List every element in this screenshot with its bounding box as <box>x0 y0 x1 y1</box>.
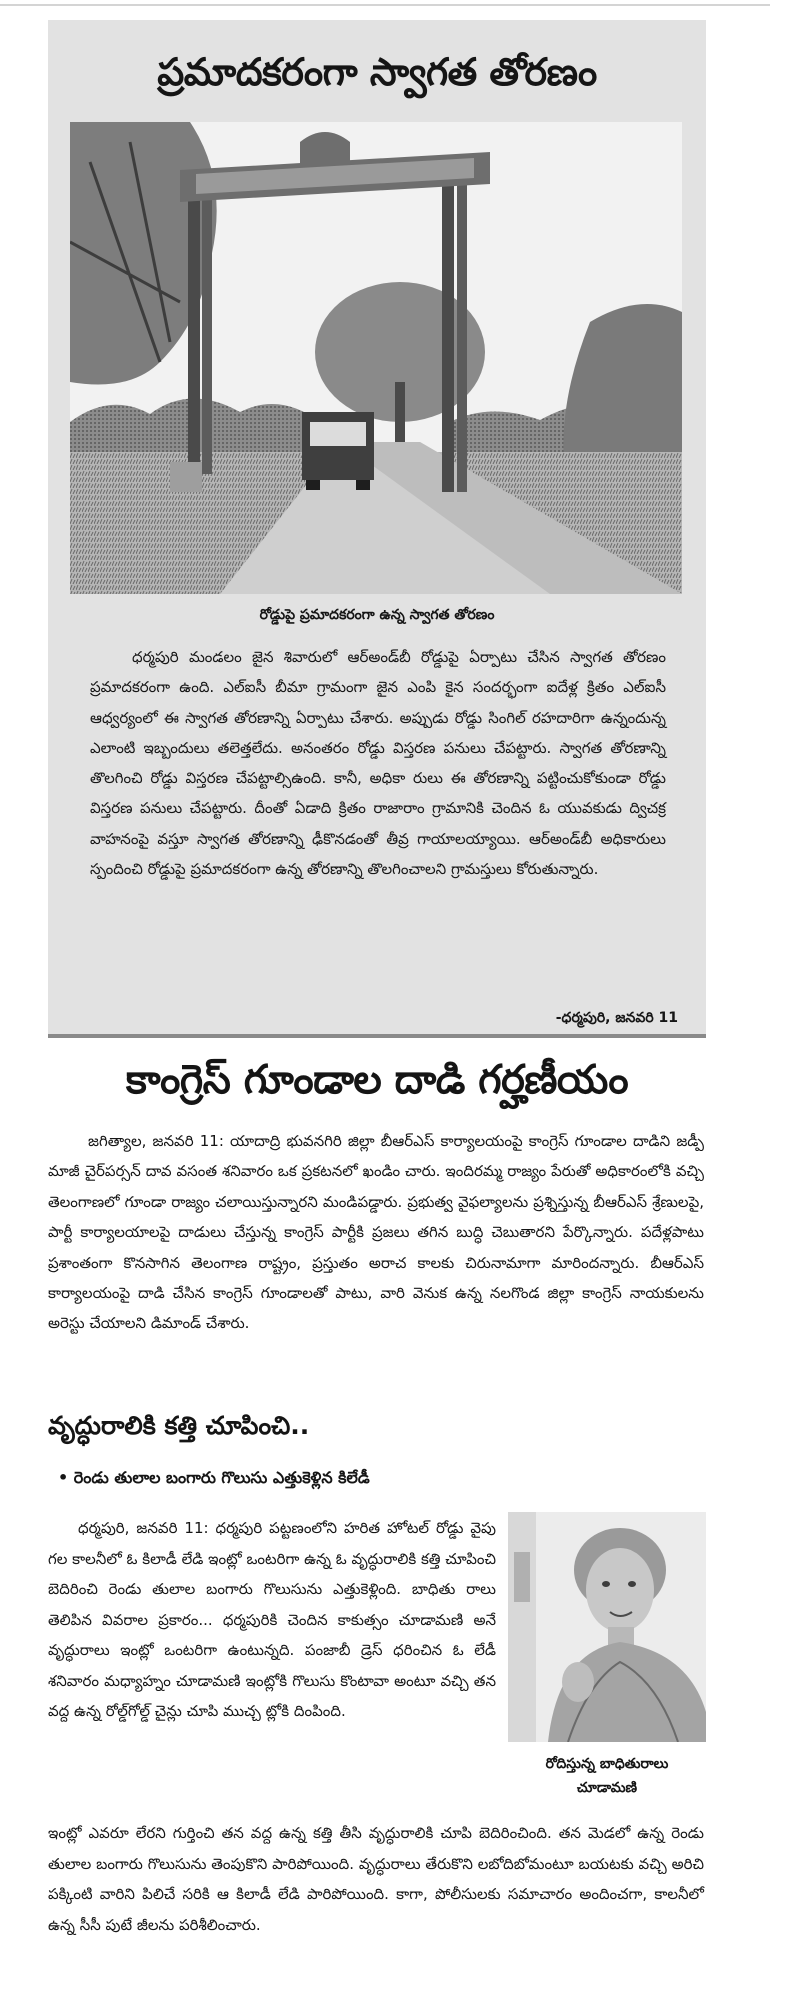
headline-congress-attack: కాంగ్రెస్ గూండాల దాడి గర్హణీయం <box>125 1057 629 1103</box>
headline-knife-theft: వృద్ధురాలికి కత్తి చూపించి.. <box>48 1411 310 1440</box>
body-congress-attack: జగిత్యాల, జనవరి 11: యాదాద్రి భువనగిరి జిల్లా బీఆర్ఎస్ కార్యాలయంపై కాంగ్రెస్ గూండాల దాడిని జడ్పీ మాజీ చైర్‌పర్సన్ దావ వసంత శనివారం ఒక ప్రకటనలో ఖండిం చారు. ఇందిరమ్మ రాజ్యం పేరుతో అధికారంలోకి వచ్చి తెలంగాణలో గూండా రాజ్యం చలాయిస్తున్నారని మండిపడ్డారు. ప్రభుత్వ వైఫల్యాలను ప్రశ్నిస్తున్న బీఆర్ఎస్ శ్రేణులపై, పార్టీ కార్యాలయాలపై దాడులు చేస్తున్న కాంగ్రెస్ పార్టీకి ప్రజలు తగిన బుద్ధి చెబుతారని పేర్కొన్నారు. పదేళ్లపాటు ప్రశాంతంగా కొనసాగిన తెలంగాణ రాష్ట్రం, ప్రస్తుతం అరాచ కాలకు చిరునామాగా మారిందన్నారు. బీఆర్ఎస్ కార్యాలయంపై దాడి చేసిన కాంగ్రెస్ గూండాలతో పాటు, వారి వెనుక ఉన్న నలగొండ జిల్లా కాంగ్రెస్ నాయకులను అరెస్టు చేయాలని డిమాండ్ చేశారు. <box>48 1132 704 1333</box>
article-welcome-arch <box>48 20 706 1034</box>
subheading-bullet-knife-theft: • రెండు తులాల బంగారు గొలుసు ఎత్తుకెళ్లిన కిలేడీ <box>58 1468 370 1487</box>
body-knife-theft-part2: ఇంట్లో ఎవరూ లేరని గుర్తించి తన వద్ద ఉన్న కత్తి తీసి వృద్ధురాలికి చూపి బెదిరించింది. తన మెడలో ఉన్న రెండు తులాల బంగారు గొలుసును తెంపుకొని పారిపోయింది. వృద్ధురాలు తేరుకొని లబోదిబోమంటూ బయటకు వచ్చి అరిచి పక్కింటి వారిని పిలిచే సరికి ఆ కిలాడీ లేడి పారిపోయింది. కాగా, పోలీసులకు సమాచారం అందించగా, కాలనీలో ఉన్న సీసీ పుటే జీలను పరిశీలించారు. <box>48 1824 704 1934</box>
photo-victim <box>508 1512 706 1742</box>
section-divider <box>48 1034 706 1038</box>
dateline-welcome-arch: -ధర్మపురి, జనవరి 11 <box>555 1010 678 1026</box>
photo-caption-welcome-arch: రోడ్డుపై ప్రమాదకరంగా ఉన్న స్వాగత తోరణం <box>259 607 495 623</box>
photo-caption-victim-line2: చూడామణి <box>576 1780 638 1796</box>
top-rule <box>0 4 770 6</box>
photo-welcome-arch <box>70 122 682 594</box>
body-knife-theft-part1: ధర్మపురి, జనవరి 11: ధర్మపురి పట్టణంలోని హరిత హోటల్ రోడ్డు వైపు గల కాలనీలో ఓ కిలాడీ లేడి ఇంట్లో ఒంటరిగా ఉన్న ఓ వృద్ధురాలికి కత్తి చూపించి బెదిరించి రెండు తులాల బంగారు గొలుసును ఎత్తుకెళ్లింది. బాధితు రాలు తెలిపిన వివరాల ప్రకారం... ధర్మపురికి చెందిన కాకుత్సం చూడామణి అనే వృద్ధురాలు ఇంట్లో ఒంటరిగా ఉంటున్నది. పంజాబీ డ్రెస్ ధరించిన ఓ లేడీ శనివారం మధ్యాహ్నం చూడామణి ఇంట్లోకి గొలుసు కొంటావా అంటూ వచ్చి తన వద్ద ఉన్న రోల్డ్‌గోల్డ్ చైన్లు చూపి ముచ్చ ట్లోకి దింపింది. <box>48 1519 496 1720</box>
body-welcome-arch: ధర్మపురి మండలం జైన శివారులో ఆర్‌అండ్‌బీ రోడ్డుపై ఏర్పాటు చేసిన స్వాగత తోరణం ప్రమాదకరంగా ఉంది. ఎల్‌ఐసీ బీమా గ్రామంగా జైన ఎంపి కైన సందర్భంగా ఐదేళ్ల క్రితం ఎల్‌ఐసీ ఆధ్వర్యంలో ఈ స్వాగత తోరణాన్ని ఏర్పాటు చేశారు. అప్పుడు రోడ్డు సింగిల్ రహదారిగా ఉన్నందున్న ఎలాంటి ఇబ్బందులు తలెత్తలేదు. అనంతరం రోడ్డు విస్తరణ పనులు చేపట్టారు. స్వాగత తోరణాన్ని తొలగించి రోడ్డు విస్తరణ చేపట్టాల్సిఉంది. కానీ, అధికా రులు ఈ తోరణాన్ని పట్టించుకోకుండా రోడ్డు విస్తరణ పనులు చేపట్టారు. దీంతో ఏడాది క్రితం రాజారాం గ్రామానికి చెందిన ఓ యువకుడు ద్విచక్ర వాహనంపై వస్తూ స్వాగత తోరణాన్ని ఢీకొనడంతో తీవ్ర గాయాలయ్యాయి. ఆర్‌అండ్‌బీ అధికారులు స్పందించి రోడ్డుపై ప్రమాదకరంగా ఉన్న తోరణాన్ని తొలగించాలని గ్రామస్తులు కోరుతున్నారు. <box>90 648 666 879</box>
photo-caption-victim-line1: రోదిస్తున్న బాధితురాలు <box>545 1756 669 1772</box>
photo-caption-victim <box>508 1752 706 1800</box>
headline-welcome-arch: ప్రమాదకరంగా స్వాగత తోరణం <box>157 50 597 94</box>
